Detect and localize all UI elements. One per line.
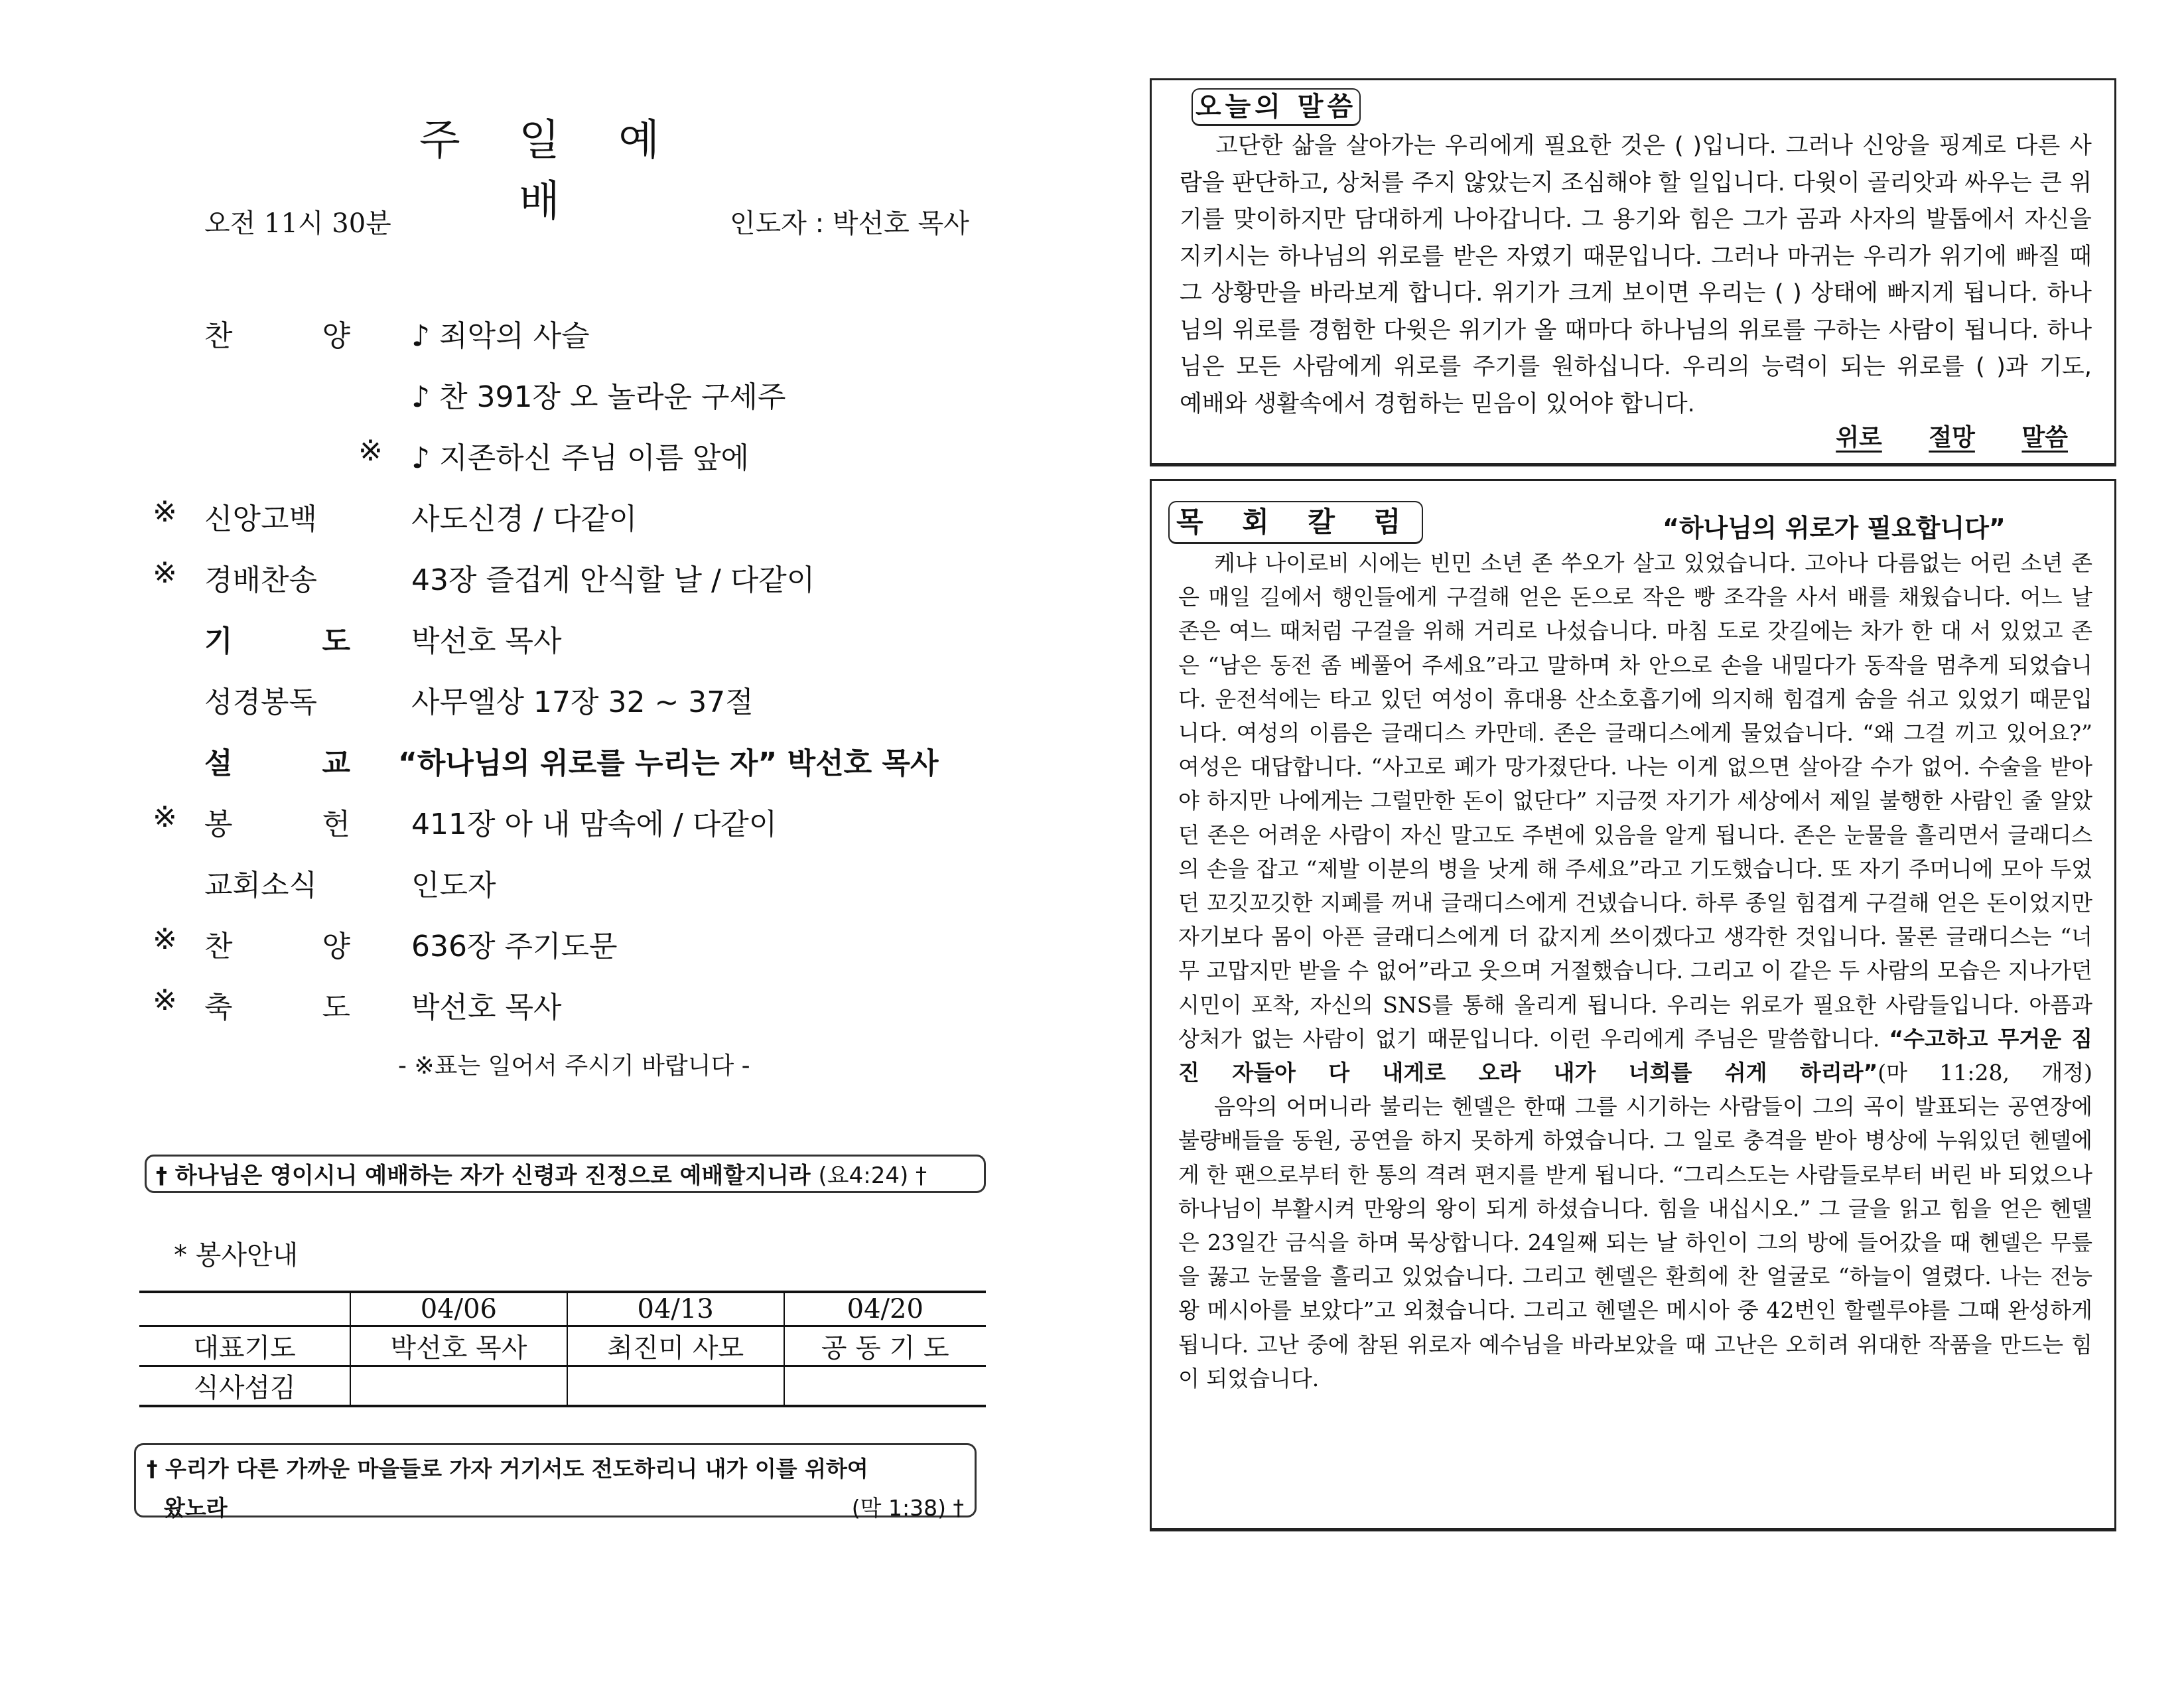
order-content: ♪ 찬 391장 오 놀라운 구세주 xyxy=(411,380,786,414)
order-item-closing-hymn xyxy=(153,922,1055,983)
sermon-title: “하나님의 위로를 누리는 자” 박선호 목사 xyxy=(398,746,939,780)
table-cell: 대표기도 xyxy=(139,1326,350,1366)
order-content: 사무엘상 17장 32 ~ 37절 xyxy=(411,685,754,719)
todays-word-body: 고단한 삶을 살아가는 우리에게 필요한 것은 ( )입니다. 그러나 신앙을 핑계로 다른 사람을 판단하고, 상처를 주지 않았는지 조심해야 할 일입니다. 다윗이 골리앗과 싸우는 큰 위기를 맞이하지만 담대하게 나아갑니다. 그 용기와 힘은 그가 곰과 사자의 발톱에서 자신을 지키시는 하나님의 위로를 받은 자였기 때문입니다. 그러나 마귀는 우리가 위기에 빠질 때 그 상황만을 바라보게 합니다. 위기가 크게 보이면 우리는 ( ) 상태에 빠지게 됩니다. 하나님의 위로를 경험한 다윗은 위기가 올 때마다 하나님의 위로를 구하는 사람이 됩니다. 하나님은 모든 사람에게 위로를 주기를 원하십니다. 우리의 능력이 되는 위로를 ( )과 기도, 예배와 생활속에서 경험하는 믿음이 있어야 합니다. xyxy=(1180,128,2092,423)
verse-reference: (막 1:38) † xyxy=(851,1495,964,1521)
service-time: 오전 11시 30분 xyxy=(204,208,391,239)
order-of-worship xyxy=(153,312,1055,1044)
answer-key xyxy=(1797,419,2068,453)
order-item-worship-hymn xyxy=(153,556,1055,617)
order-label: 기 도 xyxy=(204,624,350,658)
order-item-praise xyxy=(153,312,1055,373)
stand-mark: ※ xyxy=(153,800,177,834)
stand-note: - ※표는 일어서 주시기 바랍니다 - xyxy=(398,1052,750,1080)
order-item-announcements xyxy=(153,861,1055,922)
order-label: 설 교 xyxy=(204,746,350,780)
order-item-scripture xyxy=(153,678,1055,739)
order-label: 성경봉독 xyxy=(204,685,318,719)
scripture-reference: (마 11:28, 개정) xyxy=(1877,1060,2092,1086)
order-item-praise-2 xyxy=(153,373,1055,434)
column-title: “하나님의 위로가 필요합니다” xyxy=(1663,514,2006,543)
service-guide-title: * 봉사안내 xyxy=(174,1240,299,1271)
stand-mark: ※ xyxy=(153,556,177,590)
table-header-row xyxy=(139,1292,986,1326)
page-title: 주 일 예 배 xyxy=(419,116,683,226)
order-item-benediction xyxy=(153,983,1055,1044)
table-cell xyxy=(350,1366,567,1407)
order-content: 박선호 목사 xyxy=(411,991,562,1024)
todays-word-last-line: 예배와 생활속에서 경험하는 믿음이 있어야 합니다. xyxy=(1180,390,1695,417)
stand-mark: ※ xyxy=(358,434,383,468)
table-header xyxy=(139,1292,350,1326)
order-item-praise-3 xyxy=(153,434,1055,495)
stand-mark: ※ xyxy=(153,922,177,956)
order-item-prayer xyxy=(153,617,1055,678)
column-body xyxy=(1178,546,2092,1395)
table-cell: 박선호 목사 xyxy=(350,1326,567,1366)
order-content: 사도신경 / 다같이 xyxy=(411,502,638,536)
order-label: 축 도 xyxy=(204,991,350,1024)
order-label: 찬 양 xyxy=(204,930,350,963)
scripture-quote: “수고하고 무거운 짐 진 자들아 다 내게로 오라 내가 너희를 쉬게 하리라” xyxy=(1178,1025,2092,1086)
table-cell: 식사섬김 xyxy=(139,1366,350,1407)
order-label: 경배찬송 xyxy=(204,563,318,597)
table-row xyxy=(139,1366,986,1407)
order-content: 411장 아 내 맘속에 / 다같이 xyxy=(411,808,778,841)
stand-mark: ※ xyxy=(153,495,177,529)
order-label: 신앙고백 xyxy=(204,502,318,536)
todays-word-heading: 오늘의 말씀 xyxy=(1192,88,1361,126)
column-paragraph-1: 케냐 나이로비 시에는 빈민 소년 존 쑤오가 살고 있었습니다. 고아나 다름없는 어린 소년 존은 매일 길에서 행인들에게 구걸해 얻은 돈으로 작은 빵 조각을 사서 배를 채웠습니다. 어느 날 존은 여느 때처럼 구걸을 위해 거리로 나섰습니다. 마침 도로 갓길에는 차가 한 대 서 있었고 존은 “남은 동전 좀 베풀어 주세요”라고 말하며 차 안으로 손을 내밀다가 동작을 멈추게 되었습니다. 운전석에는 타고 있던 여성이 휴대용 산소호흡기에 의지해 힘겹게 숨을 쉬고 있었기 때문입니다. 여성의 이름은 글래디스 카만데. 존은 글래디스에게 물었습니다. “왜 그걸 끼고 있어요?” 여성은 대답합니다. “사고로 폐가 망가졌단다. 나는 이게 없으면 살아갈 수가 없어. 수술을 받아야 하지만 나에게는 그럴만한 돈이 없단다” 지금껏 자기가 세상에서 제일 불행한 사람인 줄 알았던 존은 어려운 사람이 자신 말고도 주변에 있음을 알게 됩니다. 존은 눈물을 흘리면서 글래디스의 손을 잡고 “제발 이분의 병을 낫게 해 주세요”라고 기도했습니다. 또 자기 주머니에 모아 두었던 꼬깃꼬깃한 지폐를 꺼내 글래디스에게 건넸습니다. 하루 종일 힘겹게 구걸해 얻은 돈이었지만 자기보다 몸이 아픈 글래디스에게 더 값지게 쓰이겠다고 생각한 것입니다. 물론 글래디스는 “너무 고맙지만 받을 수 없어”라고 웃으며 거절했습니다. 그리고 이 같은 두 사람의 모습은 지나가던 시민이 포착, 자신의 SNS를 통해 올리게 됩니다. 우리는 위로가 필요한 사람들입니다. 아픔과 상처가 없는 사람이 없기 때문입니다. 이런 우리에게 주님은 말씀합니다. “수고하고 무거운 짐 진 자들아 다 내게로 오라 내가 너희를 쉬게 하리라”(마 11:28, 개정) xyxy=(1178,550,2092,1086)
service-table xyxy=(139,1291,986,1407)
order-item-sermon xyxy=(153,739,1055,800)
table-header: 04/06 xyxy=(350,1292,567,1326)
table-header: 04/13 xyxy=(567,1292,784,1326)
verse-text-cont: 왔노라 xyxy=(164,1495,228,1521)
answer-3: 말씀 xyxy=(2021,424,2068,451)
order-content: ♪ 지존하신 주님 이름 앞에 xyxy=(411,441,750,475)
verse-box-john xyxy=(145,1155,986,1193)
verse-reference: (요4:24) † xyxy=(818,1163,927,1189)
answer-2: 절망 xyxy=(1929,424,1975,451)
order-label: 봉 헌 xyxy=(204,808,350,841)
order-content: 43장 즐겁게 안식할 날 / 다같이 xyxy=(411,563,815,597)
order-content: ♪ 죄악의 사슬 xyxy=(411,319,590,353)
table-cell: 최진미 사모 xyxy=(567,1326,784,1366)
verse-text: † 하나님은 영이시니 예배하는 자가 신령과 진정으로 예배할지니라 xyxy=(156,1163,811,1189)
order-label: 찬 양 xyxy=(204,319,350,353)
order-content: 인도자 xyxy=(411,869,496,902)
answer-1: 위로 xyxy=(1836,424,1882,451)
column-paragraph-2: 음악의 어머니라 불리는 헨델은 한때 그를 시기하는 사람들이 그의 곡이 발표되는 공연장에 불량배들을 동원, 공연을 하지 못하게 하였습니다. 그 일로 충격을 받아 병상에 누워있던 헨델에게 한 팬으로부터 한 통의 격려 편지를 받게 됩니다. “그리스도는 사람들로부터 버린 바 되었으나 하나님이 부활시켜 만왕의 왕이 되게 하셨습니다. 힘을 내십시오.” 그 글을 읽고 힘을 얻은 헨델은 23일간 금식을 하며 묵상합니다. 24일째 되는 날 하인이 그의 방에 들어갔을 때 헨델은 무릎을 꿇고 눈물을 흘리고 있었습니다. 그리고 헨델은 환희에 찬 얼굴로 “하늘이 열렸다. 나는 전능왕 메시아를 보았다”고 외쳤습니다. 그리고 헨델은 메시아 중 42번인 할렐루야를 그때 완성하게 됩니다. 고난 중에 참된 위로자 예수님을 바라보았을 때 고난은 오히려 위대한 작품을 만드는 힘이 되었습니다. xyxy=(1178,1093,2092,1391)
pastoral-column-box xyxy=(1150,479,2116,1531)
table-row xyxy=(139,1326,986,1366)
table-header: 04/20 xyxy=(784,1292,986,1326)
verse-box-mark xyxy=(134,1443,977,1521)
table-cell: 공 동 기 도 xyxy=(784,1326,986,1366)
order-content: 636장 주기도문 xyxy=(411,930,618,963)
order-content: 박선호 목사 xyxy=(411,624,562,658)
stand-mark: ※ xyxy=(153,983,177,1017)
pastoral-column-heading: 목 회 칼 럼 xyxy=(1168,501,1423,544)
verse-text: † 우리가 다른 가까운 마을들로 가자 거기서도 전도하리니 내가 이를 위하여 xyxy=(147,1456,868,1482)
table-cell xyxy=(567,1366,784,1407)
table-cell xyxy=(784,1366,986,1407)
todays-word-box xyxy=(1150,78,2116,466)
order-item-creed xyxy=(153,495,1055,556)
order-item-offering xyxy=(153,800,1055,861)
order-label: 교회소식 xyxy=(204,869,318,902)
service-leader: 인도자 : 박선호 목사 xyxy=(730,208,969,239)
